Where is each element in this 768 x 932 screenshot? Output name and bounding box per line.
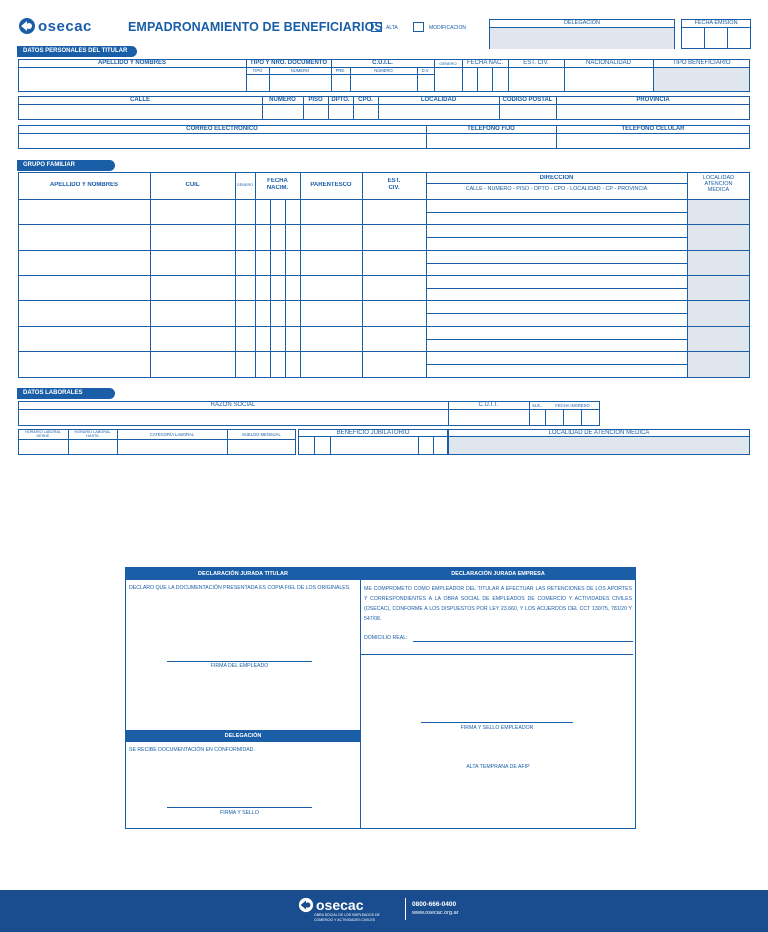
fam-dir-divider [426,313,687,314]
tipo-label: TIPO [252,68,263,73]
razon-social-label: RAZON SOCIAL [210,402,256,408]
fam-cuil-label: CUIL [185,182,200,188]
cuil-numero-label: NÚMERO [374,68,393,73]
section-grupo-familiar: GRUPO FAMILIAR [17,160,115,171]
titular-header: DECLARACIÓN JURADA TITULAR [126,568,360,580]
fam-dir-divider [426,339,687,340]
categoria-label: CATEGORÍA LABORAL [149,432,195,437]
tel-fijo-label: TELÉFONO FIJO [467,126,515,132]
firma-empleado-label: FIRMA DEL EMPLEADO [210,663,269,669]
osecac-logo [18,17,92,35]
alta-checkbox[interactable] [371,22,382,32]
fam-dir-divider [426,364,687,365]
sueldo-label: SUELDO MENSUAL [242,432,281,437]
footer-divider [405,898,406,920]
genero-label: GÉNERO [439,61,457,66]
pre-label: PRE. [335,68,346,73]
fam-loc3-label: MÉDICA [707,187,730,193]
numero2-label: NÚMERO [269,97,296,103]
beneficio-label: BENEFICIO JUBILATORIO [336,430,410,436]
localidad-label: LOCALIDAD [420,97,457,103]
horario-desde2-label: DESDE [36,434,50,438]
correo-label: CORREO ELECTRÓNICO [186,126,258,132]
horario-hasta1-label: HORARIO LABORAL [74,430,111,434]
fam-dir-divider [426,263,687,264]
modificacion-label: MODIFICACIÓN [429,25,466,31]
fam-apellido-label: APELLIDO Y NOMBRES [49,182,119,188]
fam-fecha1-label: FECHA [267,178,288,184]
fam-parentesco-label: PARENTESCO [310,182,352,188]
fam-fecha2-label: NACIM. [266,185,289,191]
section-datos-personales: DATOS PERSONALES DEL TITULAR [17,46,137,57]
horario-desde1-label: HORARIO LABORAL [24,430,62,434]
fam-est2-label: CIV. [388,185,400,191]
domicilio-label: DOMICILIO REAL: [364,635,408,641]
fam-genero-label: GÉNERO [236,183,254,187]
fecha-ingreso-label: FECHA INGRESO [555,403,590,408]
domicilio-line[interactable] [413,641,633,642]
footer-sub2: COMERCIO Y ACTIVIDADES CIVILES [314,918,375,922]
tipo-doc-label: TIPO Y NRO. DOCUMENTO [249,60,327,66]
footer-logo-mark-icon [298,897,314,913]
firma-sello-label: FIRMA Y SELLO [220,810,259,816]
fam-loc1-label: LOCALIDAD [702,175,735,181]
cuil-label: C.U.I.L. [372,60,393,66]
cpo-label: CPO. [358,97,373,103]
empresa-text: ME COMPROMETO COMO EMPLEADOR DEL TITULAR A EFECTUAR LAS RETENCIONES DE LOS APORTES Y CORRESPONDIENTES A LA OBRA SOCIAL DE EMPLEADOS DE COMERCIO Y ACTIVIDADES CIVILES (OSECAC), CONFORME A LOS DISPUESTOS POR LEY 23.660, Y LOS ACUERDOS DEL CCT 130/75, 781/20 Y 547/08. [364,586,632,622]
dv-label: D.V. [421,68,430,73]
fam-dir-divider [426,237,687,238]
delegacion-text: SE RECIBE DOCUMENTACIÓN EN CONFORMIDAD. [129,747,255,753]
footer-sub1: OBRA SOCIAL DE LOS EMPLEADOS DE [314,913,380,917]
piso-label: PISO [308,97,323,103]
cuit-label: C.U.I.T. [478,402,499,408]
dpto-label: DPTO. [331,97,350,103]
localidad-medica-label: LOCALIDAD DE ATENCIÓN MÉDICA [548,430,650,436]
tipo-beneficiario-label: TIPO BENEFICIARIO [672,60,731,66]
nacionalidad-label: NACIONALIDAD [585,60,631,66]
delegacion-header: DELEGACIÓN [126,730,360,742]
tel-cel-label: TELÉFONO CELULAR [621,126,685,132]
page-title: EMPADRONAMIENTO DE BENEFICIARIOS [128,20,383,34]
modificacion-checkbox[interactable] [413,22,424,32]
empresa-header: DECLARACIÓN JURADA EMPRESA [361,568,635,580]
horario-hasta2-label: HASTA [86,434,99,438]
numero-label: NÚMERO [290,68,310,73]
fecha-emision-label: FECHA EMISIÓN [694,20,738,26]
delegacion-label: DELEGACIÓN [563,20,601,26]
alta-label: ALTA [386,25,398,31]
fam-dir-sub-label: CALLE - NÚMERO - PISO - DPTO - CPO - LOCALIDAD - CP - PROVINCIA [465,186,648,192]
titular-text: DECLARO QUE LA DOCUMENTACIÓN PRESENTADA ES COPIA FIEL DE LOS ORIGINALES. [129,585,351,591]
logo-mark-icon [18,17,36,35]
footer-logo-text: osecac [316,897,364,913]
section-datos-laborales: DATOS LABORALES [17,388,115,399]
alta-afip-label: ALTA TEMPRANA DE AFIP [466,764,530,770]
provincia-label: PROVINCIA [636,97,670,103]
suc-label: SUC. [531,403,542,408]
fam-direccion-label: DIRECCIÓN [539,175,574,181]
calle-label: CALLE [130,97,150,103]
footer-band [0,890,768,932]
fecha-nac-label: FECHA NAC. [466,60,503,66]
fam-dir-divider [426,212,687,213]
logo-text: osecac [38,17,92,35]
cp-label: CÓDIGO POSTAL [502,97,553,103]
apellido-label: APELLIDO Y NOMBRES [97,60,167,66]
firma-empleador-label: FIRMA Y SELLO EMPLEADOR [460,725,534,731]
fam-loc2-label: ATENCIÓN [704,181,733,187]
tipo-beneficiario-field[interactable] [654,68,749,91]
est-civ-label: EST. CIV. [523,60,549,66]
footer-logo [298,897,363,913]
fam-est1-label: EST. [387,178,401,184]
footer-phone: 0800-666-0400 [412,901,457,908]
footer-web: www.osecac.org.ar [412,910,459,916]
fam-dir-divider [426,288,687,289]
